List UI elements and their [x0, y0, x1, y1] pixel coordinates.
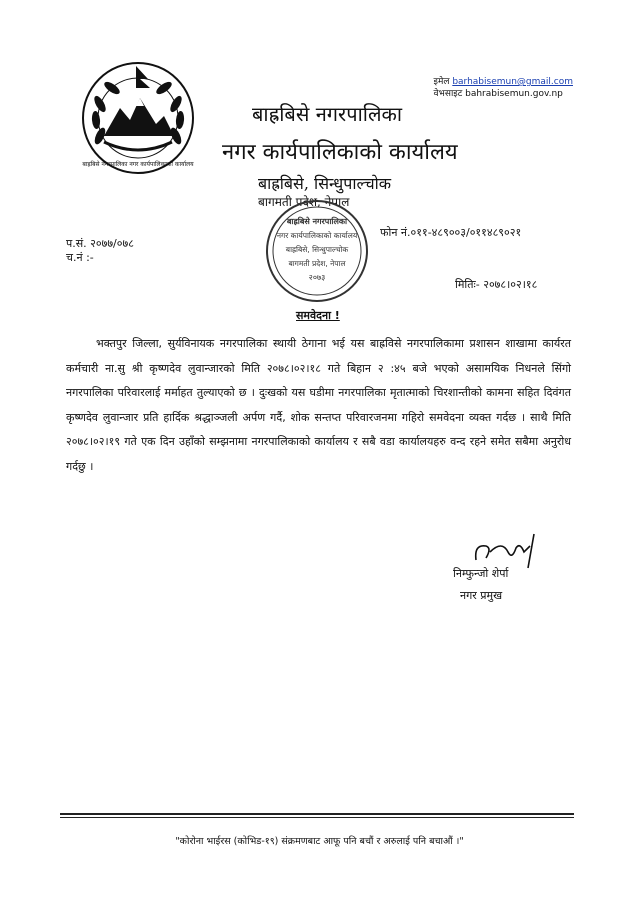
footer-divider: [60, 813, 574, 815]
municipality-name: बाह्रबिसे नगरपालिका: [252, 102, 403, 126]
contact-block: [434, 76, 573, 100]
signatory-name: निम्फुन्जो शेर्पा: [453, 567, 509, 580]
letter-body: भक्तपुर जिल्ला, सुर्यविनायक नगरपालिका स्थायी ठेगाना भई यस बाह्रविसे नगरपालिकामा प्रशासन शाखामा कार्यरत कर्मचारी ना.सु श्री कृष्णदेव लुवान्जारको मिति २०७८।०२।१८ गते बिहान २ :४५ बजे भएको असामयिक निधनले सिंगो नगरपालिका परिवारलाई मर्माहत तुल्याएको छ । दुःखको यस घडीमा नगरपालिका मृतात्माको चिरशान्तीको कामना सहित दिवंगत कृष्णदेव लुवान्जार प्रति हार्दिक श्रद्धाञ्जली अर्पण गर्दै, शोक सन्तप्त परिवारजनमा गहिरो समवेदना व्यक्त गर्दछ । साथै मिति २०७८।०२।१९ गते एक दिन उहाँको सम्झनामा नगरपालिकाको कार्यालय र सबै वडा कार्यालयहरु वन्द रहने समेत सबैमा अनुरोध गर्दछु ।: [66, 337, 571, 473]
office-address: बाह्रबिसे, सिन्धुपाल्चोक: [258, 174, 392, 193]
signatory-role: नगर प्रमुख: [460, 589, 503, 602]
letter-subject: समवेदना !: [296, 309, 340, 322]
footer-slogan: "कोरोना भाईरस (कोभिड-१९) संक्रमणबाट आफू पनि बचौं र अरुलाई पनि बचाऔं ।": [175, 836, 464, 847]
letter-number: प.सं. २०७७/०७८: [66, 237, 134, 250]
footer-divider-thin: [60, 817, 574, 818]
stamp-line4: बागमती प्रदेश, नेपाल: [288, 259, 346, 268]
stamp-line1: बाह्रबिसे नगरपालिका: [286, 217, 348, 226]
municipality-emblem: [78, 58, 198, 178]
signature-mark: [468, 530, 548, 570]
dispatch-number: च.नं :-: [66, 251, 94, 264]
emblem-caption: बाह्रबिसे नगरपालिका नगर कार्यपालिकाको कार्यालय: [82, 161, 194, 168]
office-province: बागमती प्रदेश, नेपाल: [258, 195, 350, 209]
stamp-line3: बाह्रबिसे, सिन्धुपाल्चोक: [285, 245, 349, 254]
phone-number: फोन नं.०११-४८९००३/०११४८९०२१: [380, 226, 522, 239]
email-link[interactable]: barhabisemun@gmail.com: [452, 77, 573, 87]
reference-block: [66, 237, 134, 265]
stamp-line5: २०७३: [308, 273, 326, 282]
office-name: नगर कार्यपालिकाको कार्यालय: [222, 140, 458, 165]
stamp-line2: नगर कार्यपालिकाको कार्यालय: [276, 231, 358, 240]
website-label: वेभसाइट: [433, 89, 463, 99]
office-stamp: [262, 196, 372, 306]
email-label: इमेल: [433, 77, 450, 87]
letter-date: मितिः- २०७८।०२।१८: [455, 278, 538, 291]
website-link[interactable]: bahrabisemun.gov.np: [465, 89, 563, 99]
